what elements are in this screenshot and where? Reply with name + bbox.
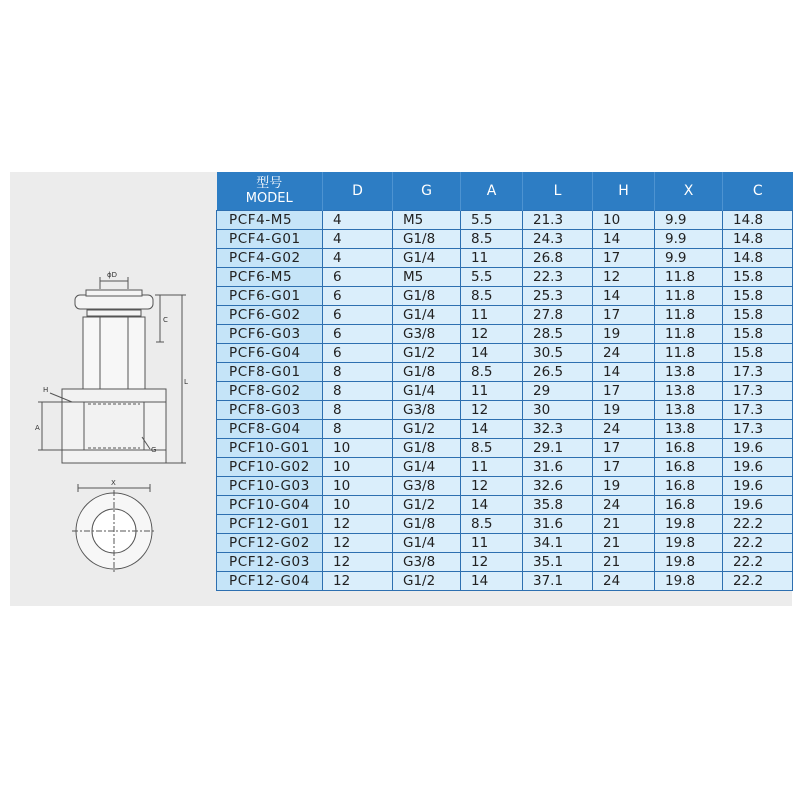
dim-label-d: ϕD	[107, 271, 118, 279]
dim-label-c: C	[163, 316, 168, 324]
cell-x: 16.8	[655, 439, 723, 458]
cell-a: 11	[461, 382, 523, 401]
cell-l: 34.1	[523, 534, 593, 553]
table-row	[217, 458, 793, 477]
cell-x: 16.8	[655, 477, 723, 496]
table-row	[217, 325, 793, 344]
cell-x: 11.8	[655, 306, 723, 325]
dim-label-l: L	[184, 378, 188, 386]
cell-x: 13.8	[655, 382, 723, 401]
cell-d: 10	[323, 439, 393, 458]
cell-l: 22.3	[523, 268, 593, 287]
cell-c: 14.8	[723, 249, 793, 268]
cell-a: 12	[461, 477, 523, 496]
cell-g: G1/2	[393, 496, 461, 515]
cell-h: 24	[593, 420, 655, 439]
cell-a: 11	[461, 306, 523, 325]
cell-c: 17.3	[723, 420, 793, 439]
cell-g: G1/8	[393, 439, 461, 458]
cell-c: 22.2	[723, 534, 793, 553]
cell-model: PCF10-G01	[217, 439, 323, 458]
cell-g: G3/8	[393, 325, 461, 344]
cell-g: M5	[393, 211, 461, 230]
table-row	[217, 249, 793, 268]
table-row	[217, 287, 793, 306]
table-row	[217, 515, 793, 534]
table-row	[217, 534, 793, 553]
cell-l: 26.5	[523, 363, 593, 382]
cell-a: 11	[461, 458, 523, 477]
body-shape	[83, 317, 145, 389]
cell-c: 14.8	[723, 230, 793, 249]
col-header-l: L	[523, 172, 593, 211]
table-row	[217, 477, 793, 496]
cell-g: G1/4	[393, 458, 461, 477]
cell-c: 19.6	[723, 496, 793, 515]
cell-model: PCF10-G02	[217, 458, 323, 477]
table-header-row	[217, 172, 793, 211]
cell-x: 13.8	[655, 420, 723, 439]
cell-c: 17.3	[723, 363, 793, 382]
cell-model: PCF6-G03	[217, 325, 323, 344]
cell-c: 17.3	[723, 382, 793, 401]
cell-model: PCF6-G01	[217, 287, 323, 306]
cell-a: 8.5	[461, 515, 523, 534]
table-row	[217, 553, 793, 572]
cell-h: 24	[593, 496, 655, 515]
cell-g: G3/8	[393, 553, 461, 572]
cell-c: 22.2	[723, 572, 793, 591]
cell-x: 16.8	[655, 458, 723, 477]
cell-d: 10	[323, 496, 393, 515]
cell-l: 27.8	[523, 306, 593, 325]
table-row	[217, 268, 793, 287]
cell-h: 12	[593, 268, 655, 287]
cell-x: 13.8	[655, 401, 723, 420]
cell-g: G1/8	[393, 515, 461, 534]
cell-c: 15.8	[723, 287, 793, 306]
cell-l: 32.6	[523, 477, 593, 496]
dim-label-a: A	[35, 424, 40, 432]
cell-g: G1/8	[393, 287, 461, 306]
cell-a: 12	[461, 553, 523, 572]
cell-g: G1/8	[393, 363, 461, 382]
cell-d: 12	[323, 553, 393, 572]
cell-c: 15.8	[723, 344, 793, 363]
cell-h: 14	[593, 363, 655, 382]
cell-l: 28.5	[523, 325, 593, 344]
cell-d: 10	[323, 458, 393, 477]
cell-g: M5	[393, 268, 461, 287]
cell-x: 9.9	[655, 211, 723, 230]
cap-shape	[75, 295, 153, 309]
cell-c: 14.8	[723, 211, 793, 230]
fitting-drawing	[10, 172, 216, 606]
cell-x: 11.8	[655, 325, 723, 344]
cell-d: 8	[323, 420, 393, 439]
table-row	[217, 344, 793, 363]
cell-h: 19	[593, 401, 655, 420]
cell-a: 8.5	[461, 439, 523, 458]
cell-model: PCF8-G02	[217, 382, 323, 401]
cell-a: 12	[461, 401, 523, 420]
cell-d: 6	[323, 287, 393, 306]
cell-h: 17	[593, 458, 655, 477]
cell-d: 12	[323, 572, 393, 591]
cell-a: 14	[461, 420, 523, 439]
cell-h: 17	[593, 306, 655, 325]
cell-c: 19.6	[723, 458, 793, 477]
cell-x: 9.9	[655, 230, 723, 249]
table-row	[217, 382, 793, 401]
cell-a: 14	[461, 344, 523, 363]
cell-model: PCF12-G02	[217, 534, 323, 553]
table-row	[217, 439, 793, 458]
cell-h: 21	[593, 534, 655, 553]
cell-a: 5.5	[461, 211, 523, 230]
cell-a: 12	[461, 325, 523, 344]
cell-g: G1/2	[393, 344, 461, 363]
cell-g: G1/8	[393, 230, 461, 249]
cell-model: PCF10-G03	[217, 477, 323, 496]
table-row	[217, 401, 793, 420]
cell-x: 11.8	[655, 287, 723, 306]
cell-l: 29	[523, 382, 593, 401]
cell-x: 11.8	[655, 344, 723, 363]
cell-l: 32.3	[523, 420, 593, 439]
cell-g: G1/4	[393, 249, 461, 268]
cell-h: 19	[593, 477, 655, 496]
table-row	[217, 363, 793, 382]
cell-x: 19.8	[655, 515, 723, 534]
cell-l: 30.5	[523, 344, 593, 363]
cell-l: 35.1	[523, 553, 593, 572]
cell-x: 13.8	[655, 363, 723, 382]
cell-c: 15.8	[723, 306, 793, 325]
cell-x: 9.9	[655, 249, 723, 268]
cell-l: 25.3	[523, 287, 593, 306]
cell-l: 21.3	[523, 211, 593, 230]
dim-label-x: X	[111, 479, 116, 487]
cell-d: 8	[323, 363, 393, 382]
table-row	[217, 572, 793, 591]
col-header-d: D	[323, 172, 393, 211]
cell-c: 17.3	[723, 401, 793, 420]
cell-d: 6	[323, 306, 393, 325]
cell-g: G1/4	[393, 382, 461, 401]
cell-x: 19.8	[655, 553, 723, 572]
cell-model: PCF12-G03	[217, 553, 323, 572]
cell-a: 14	[461, 496, 523, 515]
cell-l: 35.8	[523, 496, 593, 515]
cell-model: PCF8-G03	[217, 401, 323, 420]
cell-l: 29.1	[523, 439, 593, 458]
col-header-h: H	[593, 172, 655, 211]
cell-d: 6	[323, 268, 393, 287]
cell-model: PCF12-G04	[217, 572, 323, 591]
col-header-model: 型号 MODEL	[217, 172, 323, 211]
cell-d: 12	[323, 515, 393, 534]
cell-d: 8	[323, 401, 393, 420]
cell-c: 15.8	[723, 325, 793, 344]
cell-h: 17	[593, 439, 655, 458]
table-row	[217, 230, 793, 249]
cell-a: 5.5	[461, 268, 523, 287]
cell-h: 19	[593, 325, 655, 344]
cell-d: 10	[323, 477, 393, 496]
cell-c: 22.2	[723, 515, 793, 534]
cell-x: 11.8	[655, 268, 723, 287]
table-body	[217, 211, 793, 591]
cell-x: 19.8	[655, 534, 723, 553]
cell-l: 37.1	[523, 572, 593, 591]
cell-d: 4	[323, 211, 393, 230]
cell-a: 8.5	[461, 287, 523, 306]
col-header-a: A	[461, 172, 523, 211]
cell-g: G3/8	[393, 401, 461, 420]
cell-model: PCF12-G01	[217, 515, 323, 534]
cell-model: PCF6-G04	[217, 344, 323, 363]
cell-h: 24	[593, 572, 655, 591]
cell-model: PCF8-G04	[217, 420, 323, 439]
cell-h: 14	[593, 230, 655, 249]
cell-a: 14	[461, 572, 523, 591]
table-row	[217, 306, 793, 325]
cell-d: 4	[323, 230, 393, 249]
cell-l: 30	[523, 401, 593, 420]
col-header-g: G	[393, 172, 461, 211]
cell-x: 16.8	[655, 496, 723, 515]
cell-model: PCF4-G02	[217, 249, 323, 268]
col-header-c: C	[723, 172, 793, 211]
cell-g: G1/4	[393, 306, 461, 325]
cell-h: 21	[593, 553, 655, 572]
spec-table	[216, 172, 793, 591]
cell-a: 8.5	[461, 230, 523, 249]
cell-h: 10	[593, 211, 655, 230]
cell-h: 24	[593, 344, 655, 363]
table-row	[217, 420, 793, 439]
cell-c: 19.6	[723, 439, 793, 458]
cell-d: 4	[323, 249, 393, 268]
cell-model: PCF10-G04	[217, 496, 323, 515]
dim-label-h: H	[43, 386, 49, 394]
cell-a: 11	[461, 534, 523, 553]
cell-model: PCF6-G02	[217, 306, 323, 325]
cell-h: 17	[593, 249, 655, 268]
cell-model: PCF4-M5	[217, 211, 323, 230]
cell-c: 22.2	[723, 553, 793, 572]
cell-model: PCF6-M5	[217, 268, 323, 287]
table-row	[217, 496, 793, 515]
cell-c: 19.6	[723, 477, 793, 496]
cell-model: PCF4-G01	[217, 230, 323, 249]
cell-d: 6	[323, 325, 393, 344]
cell-h: 14	[593, 287, 655, 306]
cell-d: 12	[323, 534, 393, 553]
cell-model: PCF8-G01	[217, 363, 323, 382]
cell-l: 26.8	[523, 249, 593, 268]
cell-g: G1/2	[393, 572, 461, 591]
cell-d: 8	[323, 382, 393, 401]
cell-h: 17	[593, 382, 655, 401]
cell-g: G1/2	[393, 420, 461, 439]
col-header-x: X	[655, 172, 723, 211]
cell-d: 6	[323, 344, 393, 363]
cell-c: 15.8	[723, 268, 793, 287]
table-row	[217, 211, 793, 230]
cell-g: G1/4	[393, 534, 461, 553]
cell-g: G3/8	[393, 477, 461, 496]
cell-l: 24.3	[523, 230, 593, 249]
cell-h: 21	[593, 515, 655, 534]
cell-a: 11	[461, 249, 523, 268]
dim-label-g: G	[151, 446, 157, 454]
cell-l: 31.6	[523, 458, 593, 477]
cell-a: 8.5	[461, 363, 523, 382]
cell-l: 31.6	[523, 515, 593, 534]
cell-x: 19.8	[655, 572, 723, 591]
